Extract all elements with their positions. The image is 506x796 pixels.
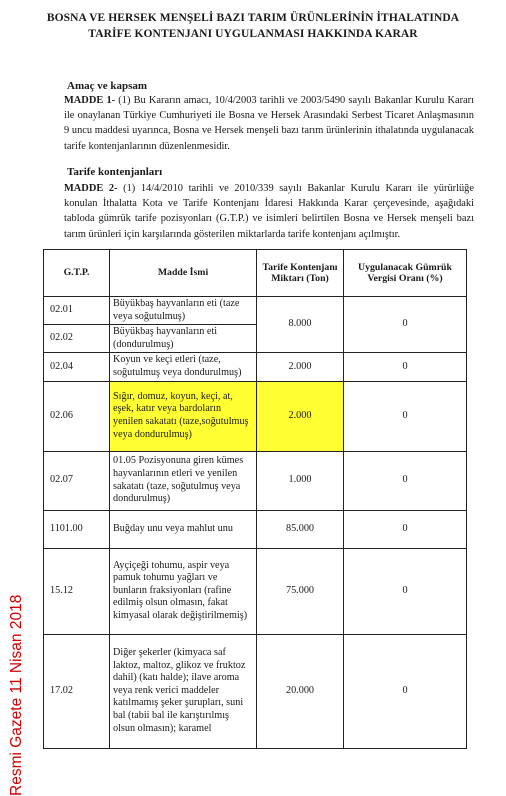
header-tax: Uygulanacak Gümrük Vergisi Oranı (%)	[344, 250, 467, 297]
section1-text: (1) Bu Kararın amacı, 10/4/2003 tarihli ve 2003/5490 sayılı Bakanlar Kurulu Kararı ile onaylanan Türkiye Cumhuriyeti ile Bosna ve Hersek Arasındaki Serbest Ticaret Anlaşmasının 9 uncu maddesi uyarınca, Bosna ve Hersek menşeli bazı tarım ürünlerinin ithalatında uygulanacak tarife kontenjanlarının düzenlenmesidir.	[64, 95, 474, 152]
name-cell: Buğday unu veya mahlut unu	[110, 510, 257, 548]
name-cell-highlighted: Sığır, domuz, koyun, keçi, at, eşek, katır veya bardoların yenilen sakatatı (taze,soğutulmuş veya dondurulmuş)	[110, 381, 257, 451]
section2-paragraph	[64, 181, 474, 242]
quota-cell: 1.000	[257, 451, 344, 510]
gtp-cell: 02.02	[44, 325, 110, 353]
header-gtp: G.T.P.	[44, 250, 110, 297]
gtp-cell: 02.06	[44, 381, 110, 451]
side-label: Resmi Gazete 11 Nisan 2018	[8, 594, 25, 796]
quota-cell: 8.000	[257, 297, 344, 353]
quota-cell: 20.000	[257, 634, 344, 748]
section2-article-label: MADDE 2-	[64, 183, 118, 194]
name-cell: Büyükbaş hayvanların eti (dondurulmuş)	[110, 325, 257, 353]
table-row	[44, 353, 467, 381]
tax-cell: 0	[344, 381, 467, 451]
tax-cell: 0	[344, 353, 467, 381]
table-header-row	[44, 250, 467, 297]
name-cell: Büyükbaş hayvanların eti (taze veya soğutulmuş)	[110, 297, 257, 325]
tax-cell: 0	[344, 297, 467, 353]
table-row	[44, 381, 467, 451]
table-row	[44, 634, 467, 748]
section2-text: (1) 14/4/2010 tarihli ve 2010/339 sayılı Bakanlar Kurulu Kararı ile yürürlüğe konulan İthalatta Kota ve Tarife Kontenjanı İdaresi Hakkında Karar çerçevesinde, aşağıdaki tabloda gümrük tarife pozisyonları (G.T.P.) ve isimleri belirtilen Bosna ve Hersek menşeli bazı tarım ürünleri için karşılarında gösterilen miktarlarda tarife kontenjanı açılmıştır.	[64, 183, 474, 240]
quota-cell: 85.000	[257, 510, 344, 548]
table-row	[44, 510, 467, 548]
document-title-line1: BOSNA VE HERSEK MENŞELİ BAZI TARIM ÜRÜNLERİNİN İTHALATINDA	[46, 12, 460, 24]
quota-cell: 2.000	[257, 353, 344, 381]
table-row	[44, 297, 467, 325]
header-quota: Tarife Kontenjanı Miktarı (Ton)	[257, 250, 344, 297]
name-cell: 01.05 Pozisyonuna giren kümes hayvanlarının etleri ve yenilen sakatatı (taze, soğutulmuş veya dondurulmuş)	[110, 451, 257, 510]
section1-heading: Amaç ve kapsam	[67, 80, 148, 92]
gtp-cell: 02.07	[44, 451, 110, 510]
tax-cell: 0	[344, 510, 467, 548]
tax-cell: 0	[344, 634, 467, 748]
header-name: Madde İsmi	[110, 250, 257, 297]
table-row	[44, 548, 467, 634]
document-title-line2: TARİFE KONTENJANI UYGULANMASI HAKKINDA KARAR	[88, 28, 418, 40]
gtp-cell: 17.02	[44, 634, 110, 748]
quota-cell: 75.000	[257, 548, 344, 634]
name-cell: Ayçiçeği tohumu, aspir veya pamuk tohumu yağları ve bunların fraksiyonları (rafine edilmiş olsun olmasın, fakat kimyasal olarak değiştirilmemiş)	[110, 548, 257, 634]
gtp-cell: 02.01	[44, 297, 110, 325]
name-cell: Diğer şekerler (kimyaca saf laktoz, maltoz, glikoz ve fruktoz dahil) (katı halde); ilave aroma veya renk verici maddeler katılmamış şeker şurupları, suni bal (tabii bal ile karıştırılmış olsun olmasın); karamel	[110, 634, 257, 748]
tax-cell: 0	[344, 451, 467, 510]
quota-cell-highlighted: 2.000	[257, 381, 344, 451]
section1-paragraph	[64, 93, 474, 154]
gtp-cell: 1101.00	[44, 510, 110, 548]
table-row	[44, 451, 467, 510]
tax-cell: 0	[344, 548, 467, 634]
section2-heading: Tarife kontenjanları	[67, 166, 163, 178]
quota-table	[43, 249, 467, 749]
section1-article-label: MADDE 1-	[64, 95, 116, 106]
gtp-cell: 02.04	[44, 353, 110, 381]
gtp-cell: 15.12	[44, 548, 110, 634]
name-cell: Koyun ve keçi etleri (taze, soğutulmuş veya dondurulmuş)	[110, 353, 257, 381]
